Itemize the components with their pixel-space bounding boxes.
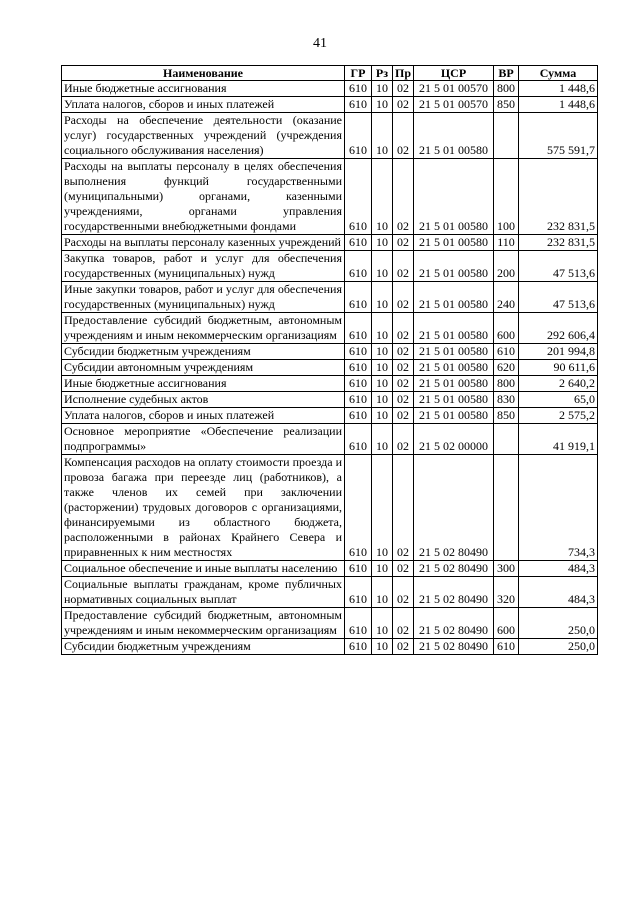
row-pr: 02 (393, 282, 414, 313)
row-pr: 02 (393, 376, 414, 392)
row-csr: 21 5 01 00580 (414, 313, 494, 344)
header-gr: ГР (345, 66, 372, 81)
row-rz: 10 (372, 376, 393, 392)
row-vr: 300 (494, 561, 519, 577)
row-pr: 02 (393, 251, 414, 282)
row-sum: 201 994,8 (519, 344, 598, 360)
header-rz: Рз (372, 66, 393, 81)
row-gr: 610 (345, 360, 372, 376)
row-vr (494, 455, 519, 561)
row-sum: 47 513,6 (519, 282, 598, 313)
row-pr: 02 (393, 455, 414, 561)
row-csr: 21 5 01 00580 (414, 360, 494, 376)
table-row (62, 561, 598, 577)
row-vr: 850 (494, 97, 519, 113)
table-row (62, 313, 598, 344)
row-rz: 10 (372, 344, 393, 360)
row-pr: 02 (393, 577, 414, 608)
row-name: Предоставление субсидий бюджетным, автономным учреждениям и иным некоммерческим организациям (62, 608, 345, 639)
row-name: Субсидии бюджетным учреждениям (62, 344, 345, 360)
row-name: Социальные выплаты гражданам, кроме публичных нормативных социальных выплат (62, 577, 345, 608)
row-gr: 610 (345, 235, 372, 251)
row-vr: 620 (494, 360, 519, 376)
row-name: Основное мероприятие «Обеспечение реализации подпрограммы» (62, 424, 345, 455)
row-name: Предоставление субсидий бюджетным, автономным учреждениям и иным некоммерческим организациям (62, 313, 345, 344)
row-name: Закупка товаров, работ и услуг для обеспечения государственных (муниципальных) нужд (62, 251, 345, 282)
row-sum: 90 611,6 (519, 360, 598, 376)
row-name: Субсидии бюджетным учреждениям (62, 639, 345, 655)
row-vr: 600 (494, 608, 519, 639)
row-csr: 21 5 01 00580 (414, 392, 494, 408)
row-csr: 21 5 01 00580 (414, 344, 494, 360)
table-row (62, 639, 598, 655)
row-csr: 21 5 01 00580 (414, 235, 494, 251)
header-vr: ВР (494, 66, 519, 81)
table-row (62, 81, 598, 97)
row-sum: 250,0 (519, 608, 598, 639)
row-vr: 110 (494, 235, 519, 251)
row-pr: 02 (393, 608, 414, 639)
table-row (62, 408, 598, 424)
row-pr: 02 (393, 424, 414, 455)
row-vr: 100 (494, 159, 519, 235)
row-gr: 610 (345, 577, 372, 608)
table-row (62, 235, 598, 251)
row-gr: 610 (345, 344, 372, 360)
row-csr: 21 5 02 80490 (414, 608, 494, 639)
header-csr: ЦСР (414, 66, 494, 81)
row-csr: 21 5 01 00570 (414, 81, 494, 97)
row-sum: 2 640,2 (519, 376, 598, 392)
row-sum: 734,3 (519, 455, 598, 561)
row-pr: 02 (393, 639, 414, 655)
row-pr: 02 (393, 81, 414, 97)
row-gr: 610 (345, 392, 372, 408)
row-rz: 10 (372, 424, 393, 455)
row-vr: 610 (494, 639, 519, 655)
row-csr: 21 5 01 00570 (414, 97, 494, 113)
row-vr: 800 (494, 81, 519, 97)
row-rz: 10 (372, 561, 393, 577)
row-name: Расходы на обеспечение деятельности (оказание услуг) государственных учреждений (учреждения социального обслуживания населения) (62, 113, 345, 159)
row-csr: 21 5 02 80490 (414, 561, 494, 577)
row-gr: 610 (345, 408, 372, 424)
table-row (62, 360, 598, 376)
row-sum: 1 448,6 (519, 81, 598, 97)
table-row (62, 97, 598, 113)
row-csr: 21 5 01 00580 (414, 282, 494, 313)
row-vr (494, 113, 519, 159)
table-row (62, 376, 598, 392)
row-rz: 10 (372, 313, 393, 344)
row-name: Расходы на выплаты персоналу в целях обеспечения выполнения функций государственными (муниципальными) органами, казенными учреждениями, органами управления государственными внебюджетными фондами (62, 159, 345, 235)
row-vr (494, 424, 519, 455)
budget-table (61, 65, 598, 655)
row-gr: 610 (345, 81, 372, 97)
row-vr: 320 (494, 577, 519, 608)
row-name: Иные бюджетные ассигнования (62, 376, 345, 392)
row-sum: 484,3 (519, 577, 598, 608)
row-pr: 02 (393, 113, 414, 159)
table-header-row (62, 66, 598, 81)
row-gr: 610 (345, 97, 372, 113)
row-name: Исполнение судебных актов (62, 392, 345, 408)
row-gr: 610 (345, 424, 372, 455)
row-csr: 21 5 02 00000 (414, 424, 494, 455)
table-row (62, 424, 598, 455)
row-gr: 610 (345, 376, 372, 392)
table-row (62, 608, 598, 639)
row-vr: 200 (494, 251, 519, 282)
page-number: 41 (313, 36, 327, 51)
row-gr: 610 (345, 159, 372, 235)
row-csr: 21 5 01 00580 (414, 251, 494, 282)
table-row (62, 159, 598, 235)
row-gr: 610 (345, 251, 372, 282)
table-row (62, 455, 598, 561)
row-pr: 02 (393, 97, 414, 113)
row-sum: 232 831,5 (519, 159, 598, 235)
table-row (62, 113, 598, 159)
row-csr: 21 5 01 00580 (414, 113, 494, 159)
row-name: Расходы на выплаты персоналу казенных учреждений (62, 235, 345, 251)
row-rz: 10 (372, 159, 393, 235)
row-csr: 21 5 01 00580 (414, 159, 494, 235)
row-pr: 02 (393, 408, 414, 424)
row-sum: 65,0 (519, 392, 598, 408)
row-rz: 10 (372, 251, 393, 282)
row-sum: 292 606,4 (519, 313, 598, 344)
row-rz: 10 (372, 392, 393, 408)
row-name: Уплата налогов, сборов и иных платежей (62, 97, 345, 113)
row-vr: 830 (494, 392, 519, 408)
row-pr: 02 (393, 235, 414, 251)
row-csr: 21 5 02 80490 (414, 639, 494, 655)
row-sum: 41 919,1 (519, 424, 598, 455)
row-rz: 10 (372, 408, 393, 424)
table-row (62, 251, 598, 282)
header-sum: Сумма (519, 66, 598, 81)
row-name: Иные бюджетные ассигнования (62, 81, 345, 97)
header-name: Наименование (62, 66, 345, 81)
row-gr: 610 (345, 313, 372, 344)
row-pr: 02 (393, 392, 414, 408)
row-sum: 232 831,5 (519, 235, 598, 251)
row-sum: 484,3 (519, 561, 598, 577)
row-csr: 21 5 02 80490 (414, 577, 494, 608)
row-vr: 800 (494, 376, 519, 392)
row-rz: 10 (372, 577, 393, 608)
row-sum: 250,0 (519, 639, 598, 655)
header-pr: Пр (393, 66, 414, 81)
row-pr: 02 (393, 360, 414, 376)
row-rz: 10 (372, 113, 393, 159)
table-row (62, 282, 598, 313)
row-pr: 02 (393, 159, 414, 235)
row-gr: 610 (345, 455, 372, 561)
row-name: Компенсация расходов на оплату стоимости проезда и провоза багажа при переезде лиц (работников), а также членов их семей при заключении (расторжении) трудовых договоров с организациями, финансируемыми из областного бюджета, расположенными в районах Крайнего Севера и приравненных к ним местностях (62, 455, 345, 561)
row-pr: 02 (393, 561, 414, 577)
row-name: Уплата налогов, сборов и иных платежей (62, 408, 345, 424)
row-sum: 575 591,7 (519, 113, 598, 159)
row-rz: 10 (372, 97, 393, 113)
row-vr: 850 (494, 408, 519, 424)
row-csr: 21 5 01 00580 (414, 376, 494, 392)
row-sum: 2 575,2 (519, 408, 598, 424)
row-csr: 21 5 02 80490 (414, 455, 494, 561)
table-row (62, 344, 598, 360)
row-gr: 610 (345, 561, 372, 577)
row-gr: 610 (345, 113, 372, 159)
row-vr: 240 (494, 282, 519, 313)
table-row (62, 392, 598, 408)
row-rz: 10 (372, 282, 393, 313)
row-vr: 600 (494, 313, 519, 344)
row-rz: 10 (372, 360, 393, 376)
row-name: Субсидии автономным учреждениям (62, 360, 345, 376)
row-sum: 47 513,6 (519, 251, 598, 282)
row-gr: 610 (345, 639, 372, 655)
row-rz: 10 (372, 639, 393, 655)
row-name: Социальное обеспечение и иные выплаты населению (62, 561, 345, 577)
row-name: Иные закупки товаров, работ и услуг для обеспечения государственных (муниципальных) нужд (62, 282, 345, 313)
row-rz: 10 (372, 608, 393, 639)
row-sum: 1 448,6 (519, 97, 598, 113)
row-gr: 610 (345, 608, 372, 639)
row-pr: 02 (393, 344, 414, 360)
row-rz: 10 (372, 81, 393, 97)
row-rz: 10 (372, 455, 393, 561)
row-csr: 21 5 01 00580 (414, 408, 494, 424)
row-pr: 02 (393, 313, 414, 344)
row-rz: 10 (372, 235, 393, 251)
table-row (62, 577, 598, 608)
row-gr: 610 (345, 282, 372, 313)
row-vr: 610 (494, 344, 519, 360)
